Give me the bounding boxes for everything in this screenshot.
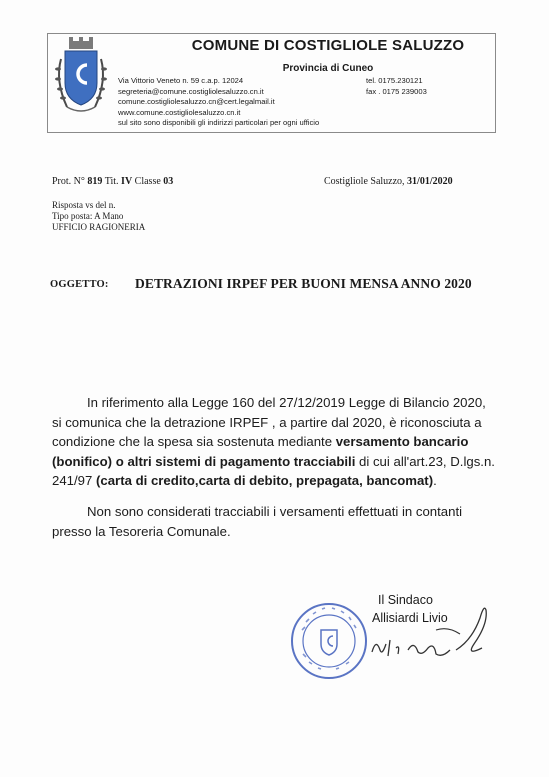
email-line: segreteria@comune.costigliolesaluzzo.cn.it bbox=[118, 86, 264, 96]
subject-label: OGGETTO: bbox=[50, 279, 109, 290]
p1-line-3-bold: versamento bancario bbox=[335, 434, 469, 449]
p1-line-1: In riferimento alla Legge 160 del 27/12/2019 Legge di Bilancio 2020, bbox=[87, 395, 486, 410]
tel-line: tel. 0175.230121 bbox=[366, 76, 423, 85]
body-paragraph-1 bbox=[52, 393, 500, 491]
p1-line-5-bold: (carta di credito,carta di debito, prepagata, bancomat) bbox=[96, 473, 434, 488]
official-stamp-icon bbox=[288, 600, 370, 682]
protocol-prefix: Prot. N° bbox=[52, 176, 85, 187]
signatory-name: Allisiardi Livio bbox=[372, 611, 448, 625]
p1-line-5: 241/97 bbox=[52, 473, 96, 488]
pec-line: comune.costigliolesaluzzo.cn@cert.legalmail.it bbox=[118, 97, 275, 106]
p2-line-1: Non sono considerati tracciabili i versamenti effettuati in contanti bbox=[87, 504, 463, 519]
place-date bbox=[324, 176, 453, 187]
office: UFFICIO RAGIONERIA bbox=[52, 222, 146, 232]
mail-type: Tipo posta: A Mano bbox=[52, 211, 124, 221]
website-line: www.comune.costigliolesaluzzo.cn.it bbox=[118, 107, 241, 117]
routing-info bbox=[52, 200, 145, 233]
p2-line-2: presso la Tesoreria Comunale. bbox=[52, 523, 231, 539]
p1-line-5-end: . bbox=[433, 473, 437, 488]
website-note: sul sito sono disponibili gli indirizzi particolari per ogni ufficio bbox=[118, 118, 320, 127]
protocol-line bbox=[52, 176, 173, 187]
p1-line-2: si comunica che la detrazione IRPEF , a partire dal 2020, è riconosciuta a bbox=[52, 414, 482, 430]
class-label: Classe bbox=[134, 176, 161, 187]
body-paragraph-2 bbox=[52, 502, 500, 541]
place: Costigliole Saluzzo, bbox=[324, 176, 405, 187]
subject-text: DETRAZIONI IRPEF PER BUONI MENSA ANNO 2020 bbox=[135, 276, 472, 291]
phone-details bbox=[366, 76, 491, 97]
title-value: IV bbox=[121, 176, 133, 187]
date: 31/01/2020 bbox=[407, 176, 453, 187]
handwritten-signature bbox=[364, 600, 494, 670]
province-name: Provincia di Cuneo bbox=[282, 63, 374, 74]
p1-line-3: condizione che la spesa sia sostenuta mediante bbox=[52, 434, 336, 449]
municipality-name: COMUNE DI COSTIGLIOLE SALUZZO bbox=[191, 37, 465, 54]
address-line: Via Vittorio Veneto n. 59 c.a.p. 12024 bbox=[118, 76, 244, 85]
protocol-number: 819 bbox=[87, 176, 103, 187]
reply-reference: Risposta vs del n. bbox=[52, 200, 116, 210]
municipal-crest-icon bbox=[53, 37, 109, 121]
class-value: 03 bbox=[163, 176, 174, 187]
signatory-title: Il Sindaco bbox=[378, 593, 433, 607]
contact-details bbox=[118, 76, 368, 129]
p1-line-4: di cui all'art.23, D.lgs.n. bbox=[355, 453, 495, 469]
fax-line: fax . 0175 239003 bbox=[366, 86, 427, 96]
title-label: Tit. bbox=[104, 176, 119, 187]
p1-line-4-bold: (bonifico) o altri sistemi di pagamento tracciabili bbox=[52, 453, 356, 469]
